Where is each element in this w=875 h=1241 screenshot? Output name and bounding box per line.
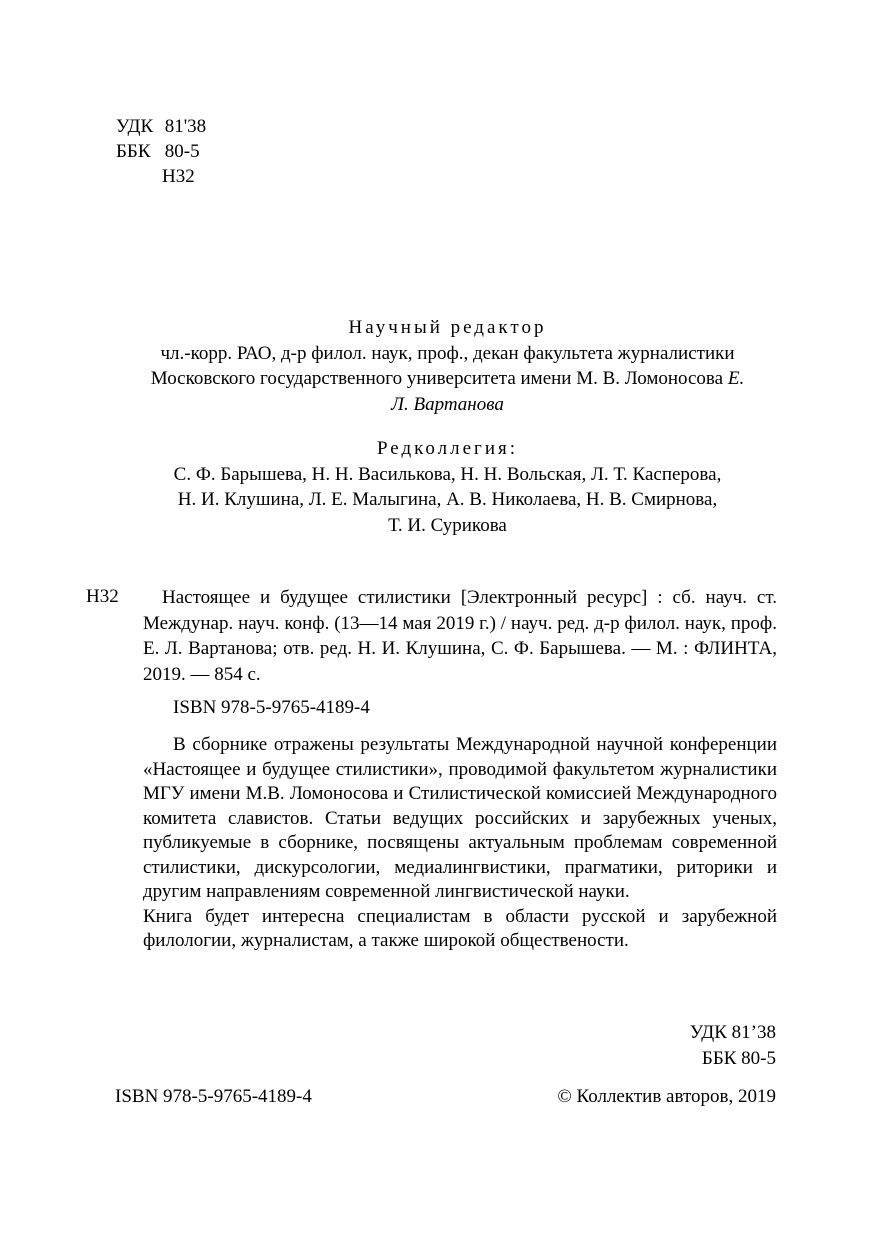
bbk-code bbox=[116, 141, 200, 163]
board-line-2: Н. И. Клушина, Л. Е. Малыгина, А. В. Николаева, Н. В. Смирнова, bbox=[177, 489, 718, 510]
editor-affiliation: Московского государственного университета имени М. В. Ломоносова bbox=[150, 368, 728, 389]
editor-block bbox=[110, 315, 785, 417]
record-description: Настоящее и будущее стилистики [Электронный ресурс] : сб. науч. ст. Междунар. науч. конф. (13—14 мая 2019 г.) / науч. ред. д-р филол. наук, проф. Е. Л. Вартанова; отв. ред. Н. И. Клушина, С. Ф. Барышева. — М. : ФЛИНТА, 2019. — 854 с. bbox=[143, 587, 777, 685]
editor-name: Л. Вартанова bbox=[391, 393, 504, 415]
record-isbn: ISBN 978-5-9765-4189-4 bbox=[173, 697, 370, 718]
udk-code bbox=[116, 116, 206, 138]
editor-line-2 bbox=[110, 366, 785, 392]
board-line-1: С. Ф. Барышева, Н. Н. Василькова, Н. Н. Вольская, Л. Т. Касперова, bbox=[173, 463, 722, 485]
record-code: Н32 bbox=[86, 586, 119, 607]
bbk-label: ББК bbox=[116, 141, 151, 162]
board-heading: Редколлегия: bbox=[376, 438, 519, 459]
editor-heading: Научный редактор bbox=[348, 317, 547, 338]
board-block bbox=[110, 436, 785, 538]
footer-bbk: ББК 80-5 bbox=[701, 1048, 776, 1069]
footer-udk: УДК 81’38 bbox=[689, 1022, 776, 1043]
author-mark: Н32 bbox=[162, 166, 195, 187]
annotation bbox=[143, 733, 777, 954]
bbk-value: 80-5 bbox=[164, 141, 200, 162]
udk-value: 81'38 bbox=[164, 116, 207, 137]
footer-codes bbox=[690, 1020, 776, 1072]
copyright: © Коллектив авторов, 2019 bbox=[557, 1086, 776, 1107]
annotation-paragraph-1: В сборнике отражены результаты Международной научной конференции «Настоящее и будущее стилистики», проводимой факультетом журналистики МГУ имени М.В. Ломоносова и Стилистической комиссией Международного комитета славистов. Статьи ведущих российских и зарубежных ученых, публикуемые в сборнике, посвящены актуальным проблемам современной стилистики, дискурсологии, медиалингвистики, прагматики, риторики и другим направлениям современной лингвистической науки. bbox=[143, 734, 777, 902]
annotation-paragraph-2: Книга будет интересна специалистам в области русской и зарубежной филологии, журналистам, а также широкой обществености. bbox=[143, 905, 777, 951]
editor-name-initial: Е. bbox=[727, 368, 745, 389]
footer-isbn: ISBN 978-5-9765-4189-4 bbox=[115, 1086, 312, 1107]
editor-line-1: чл.-корр. РАО, д-р филол. наук, проф., декан факультета журналистики bbox=[160, 342, 735, 364]
udk-label: УДК bbox=[116, 116, 154, 137]
board-line-3: Т. И. Сурикова bbox=[388, 514, 507, 536]
